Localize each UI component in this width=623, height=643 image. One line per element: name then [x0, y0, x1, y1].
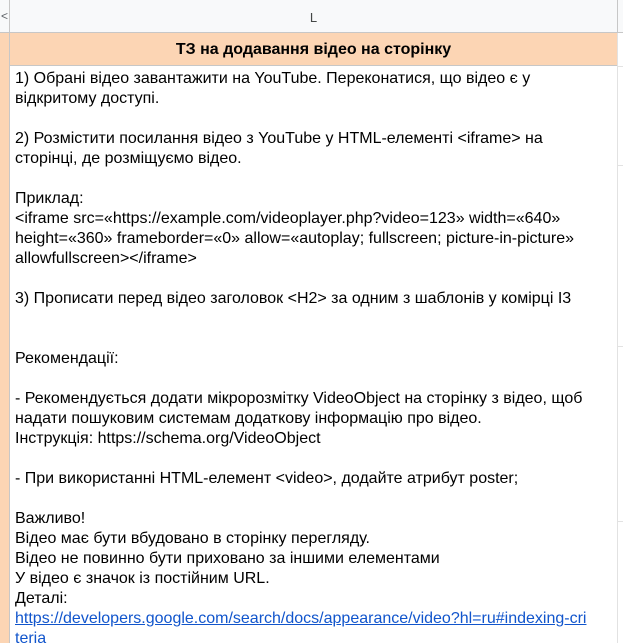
important-text-line: Відео не повинно бути приховано за іншими елементами: [15, 550, 440, 567]
row-header-strip: [0, 33, 10, 643]
important-text-line: Відео має бути вбудовано в сторінку перегляду.: [15, 530, 370, 547]
important-text-line: У відео є значок із постійним URL.: [15, 570, 270, 587]
gridline-horizontal: [618, 165, 623, 166]
important-label: Важливо!: [15, 510, 86, 527]
recommendation-text-line: надати пошуковим системам додаткову інформацію про відео.: [15, 410, 482, 427]
step2-text-line: сторінці, де розміщуємо відео.: [15, 150, 242, 167]
step1-text-line: відкритому доступі.: [15, 90, 160, 107]
example-label: Приклад:: [15, 190, 84, 207]
blank-line: [15, 169, 611, 189]
title-cell[interactable]: ТЗ на додавання відео на сторінку: [10, 33, 617, 66]
gridline-horizontal: [618, 346, 623, 347]
details-label: Деталі:: [15, 590, 68, 607]
details-link[interactable]: teria: [15, 630, 47, 643]
column-header-l[interactable]: L: [309, 10, 318, 25]
gridline-vertical: [617, 33, 618, 643]
recommendation-text-line: - Рекомендується додати мікророзмітку VideoObject на сторінку з відео, щоб: [15, 390, 583, 407]
step2-text-line: 2) Розмістити посилання відео з YouTube у HTML-елементі <iframe> на: [15, 130, 543, 147]
step1-text-line: 1) Обрані відео завантажити на YouTube. Переконатися, що відео є у: [15, 70, 531, 87]
column-header-bar: [0, 0, 623, 33]
blank-line: [15, 489, 611, 509]
example-code-line: allowfullscreen></iframe>: [15, 250, 197, 267]
content-cell[interactable]: [10, 66, 617, 643]
scroll-left-icon[interactable]: <: [0, 0, 10, 33]
step3-text: 3) Прописати перед відео заголовок <H2> за одним з шаблонів у комірці I3: [15, 290, 572, 307]
blank-line: [15, 309, 611, 329]
recommendation-text-line: Інструкція: https://schema.org/VideoObject: [15, 430, 321, 447]
column-divider: [617, 0, 618, 33]
gridline-horizontal: [618, 66, 623, 67]
blank-line: [15, 109, 611, 129]
blank-line: [15, 449, 611, 469]
blank-line: [15, 369, 611, 389]
blank-line: [15, 269, 611, 289]
example-code-line: <iframe src=«https://example.com/videoplayer.php?video=123» width=«640»: [15, 210, 561, 227]
recommendations-label: Рекомендації:: [15, 350, 119, 367]
details-link[interactable]: https://developers.google.com/search/docs/appearance/video?hl=ru#indexing-cri: [15, 610, 587, 627]
example-code-line: height=«360» frameborder=«0» allow=«autoplay; fullscreen; picture-in-picture»: [15, 230, 575, 247]
gridline-horizontal: [618, 521, 623, 522]
recommendation-text-line: - При використанні HTML-елемент <video>, додайте атрибут poster;: [15, 470, 519, 487]
blank-line: [15, 329, 611, 349]
